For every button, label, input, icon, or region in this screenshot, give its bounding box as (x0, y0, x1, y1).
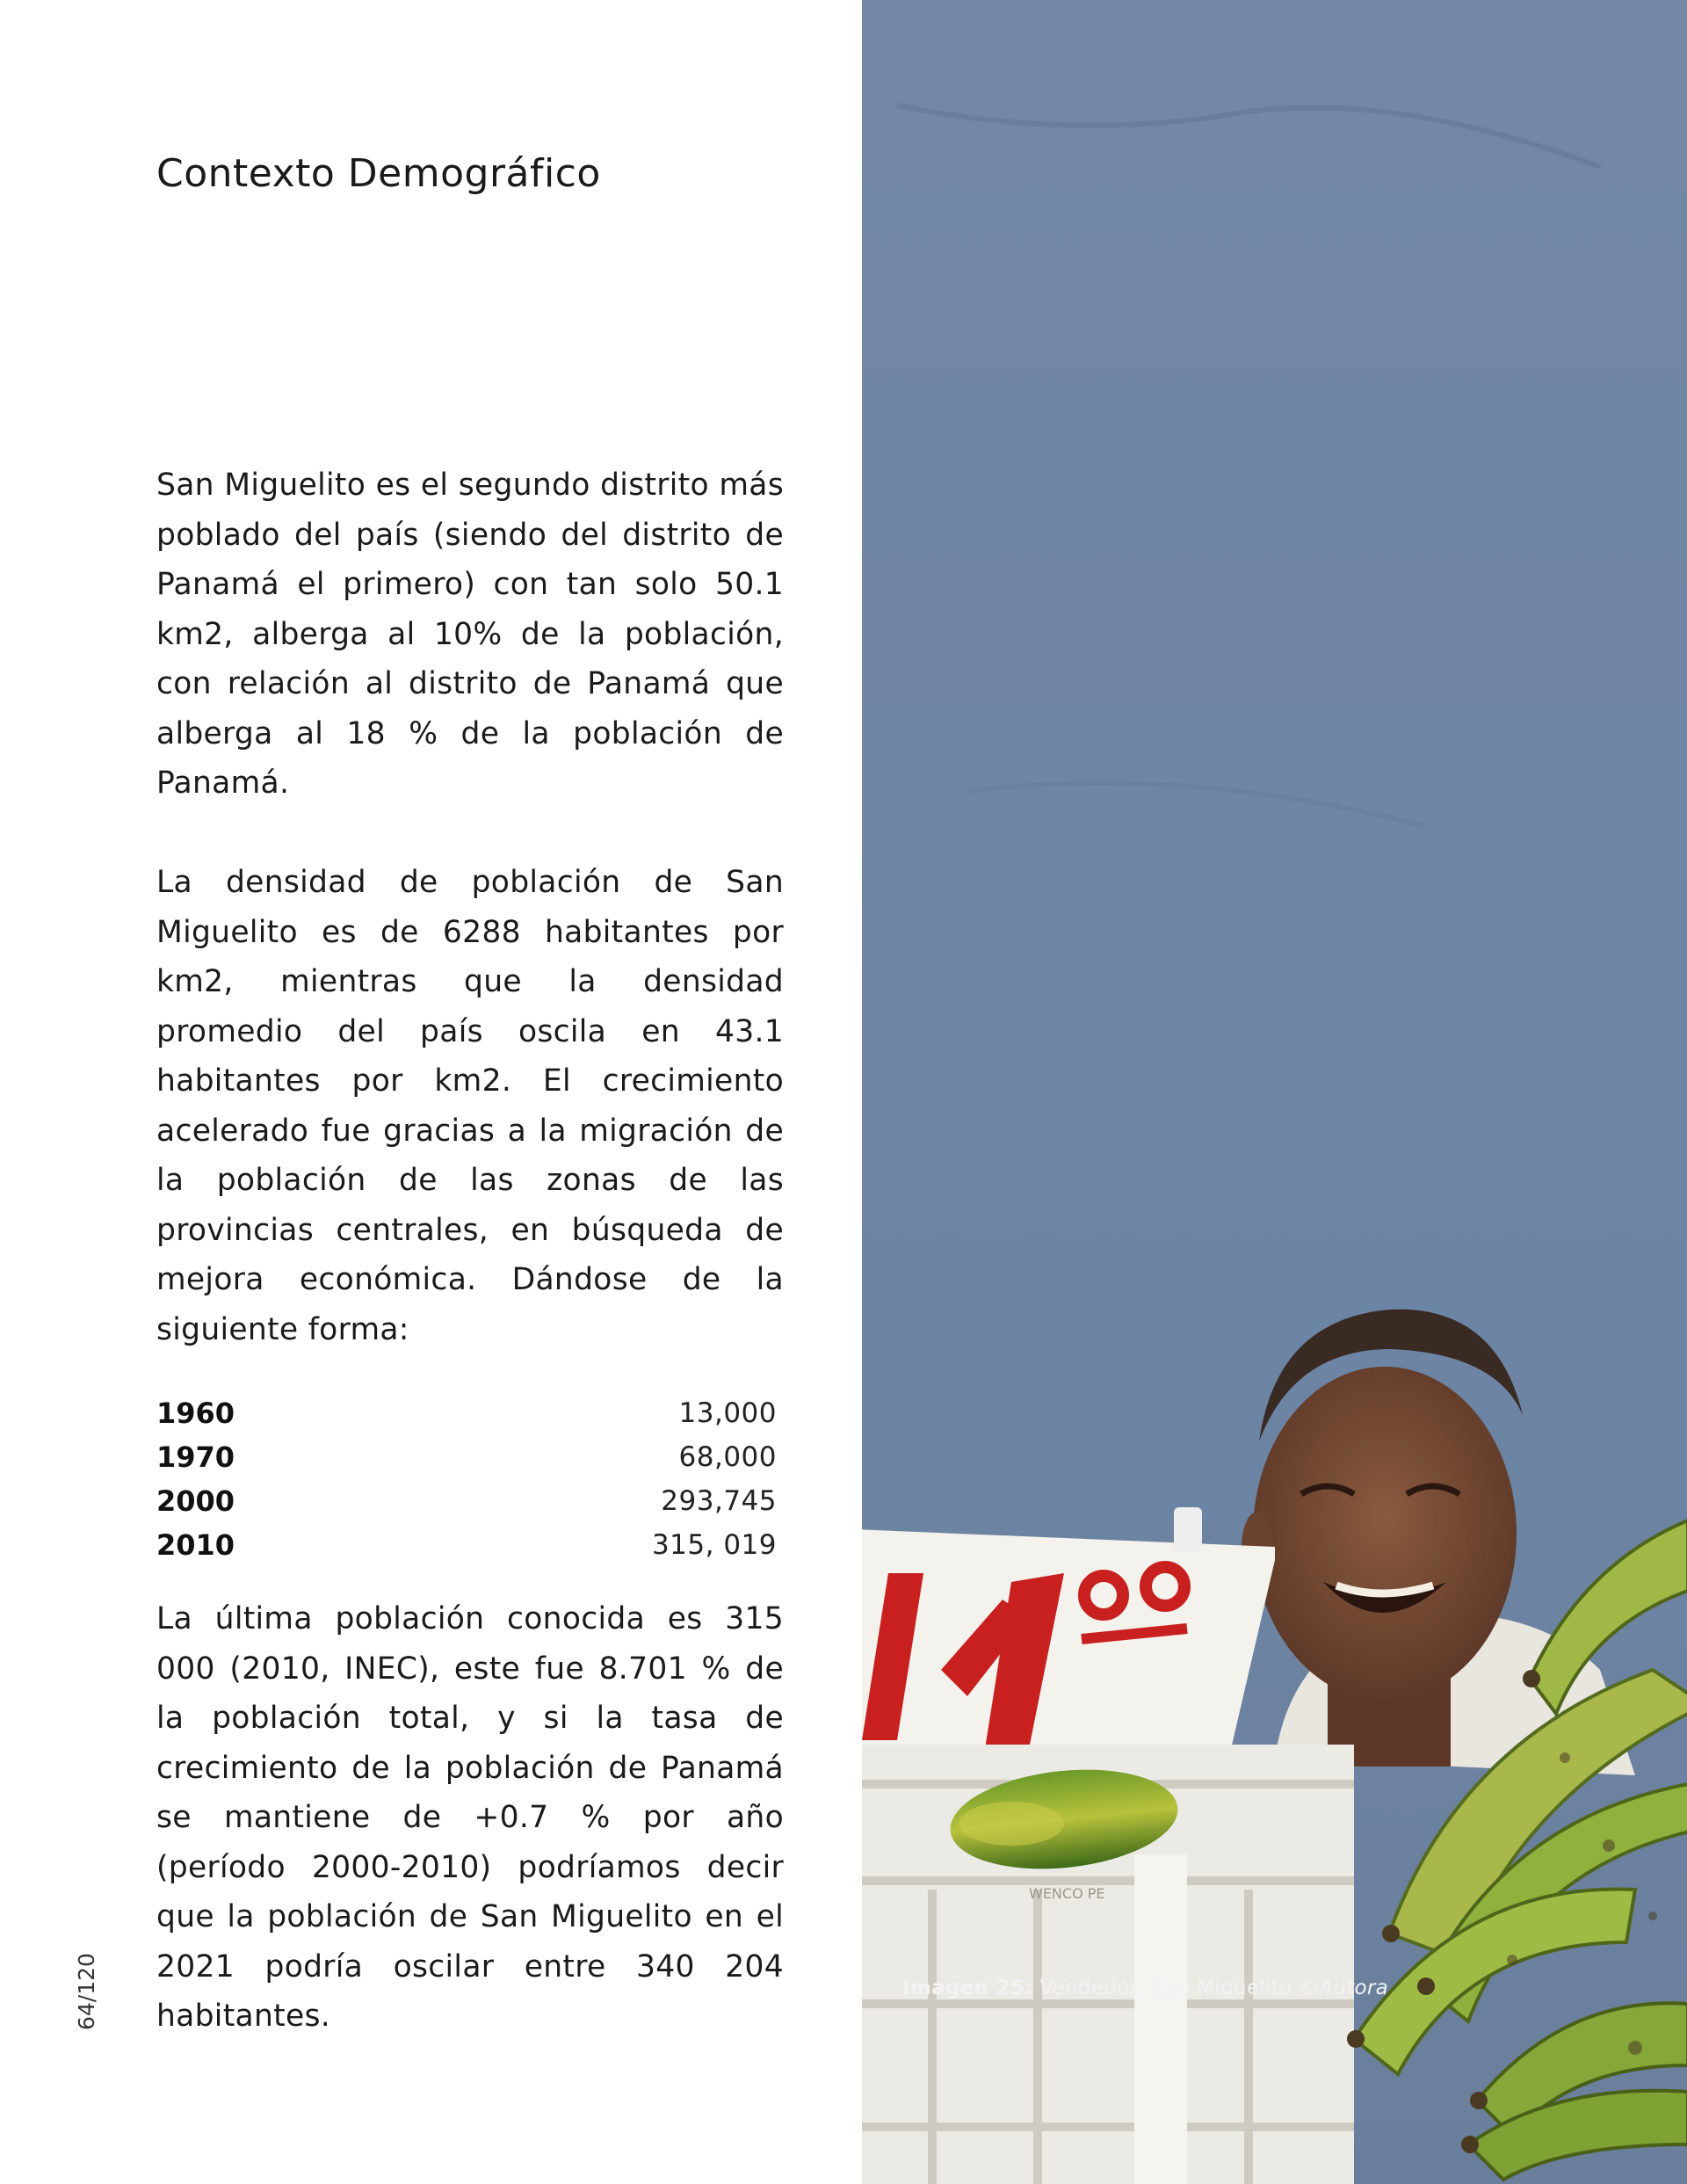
paragraph-1: San Miguelito es el segundo distrito más poblado del país (siendo del distrito de Panamá el primero) con tan solo 50.1 km2, alberga al 10% de la población, con relación al distrito de Panamá que alberga al 18 % de la población de Panamá. (156, 468, 784, 801)
population-row (156, 1523, 777, 1567)
bottle (1174, 1507, 1202, 1551)
population-value: 68,000 (678, 1441, 777, 1473)
population-row (156, 1435, 777, 1479)
caption-label: Imagen 25: (902, 1977, 1033, 1999)
caption-credit: ©Autora (1299, 1977, 1389, 1999)
caption-text: Vendedor, San Miguelito (1032, 1977, 1300, 1999)
population-year: 1960 (156, 1397, 235, 1430)
crate-label: WENCO PE (1029, 1885, 1105, 1902)
population-row (156, 1391, 777, 1435)
page-title: Contexto Demográfico (156, 151, 601, 196)
price-sign (862, 1529, 1275, 1758)
population-table (156, 1391, 777, 1567)
page-number: 64/120 (74, 1953, 99, 2030)
image-caption (902, 1977, 1388, 1999)
population-value: 293,745 (661, 1485, 777, 1517)
population-value: 315, 019 (651, 1529, 777, 1561)
population-year: 1970 (156, 1440, 235, 1474)
population-year: 2000 (156, 1484, 235, 1518)
population-year: 2010 (156, 1528, 235, 1562)
paragraph-3: La última población conocida es 315 000 (2010, INEC), este fue 8.701 % de la población total, y si la tasa de crecimiento de la población de Panamá se mantiene de +0.7 % por año (período 2000-2010) podríamos decir que la población de San Miguelito en el 2021 podría oscilar entre 340 204 habitantes. (156, 1601, 784, 2034)
vendor-photo-illustration (862, 0, 1687, 2184)
population-row (156, 1479, 777, 1523)
paragraph-2: La densidad de población de San Miguelito es de 6288 habitantes por km2, mientras que la densidad promedio del país oscila en 43.1 habitantes por km2. El crecimiento acelerado fue gracias a la migración de la población de las zonas de las provincias centrales, en búsqueda de mejora económica. Dándose de la siguiente forma: (156, 865, 784, 1347)
vendor-photo (862, 0, 1687, 2184)
population-value: 13,000 (678, 1397, 777, 1429)
